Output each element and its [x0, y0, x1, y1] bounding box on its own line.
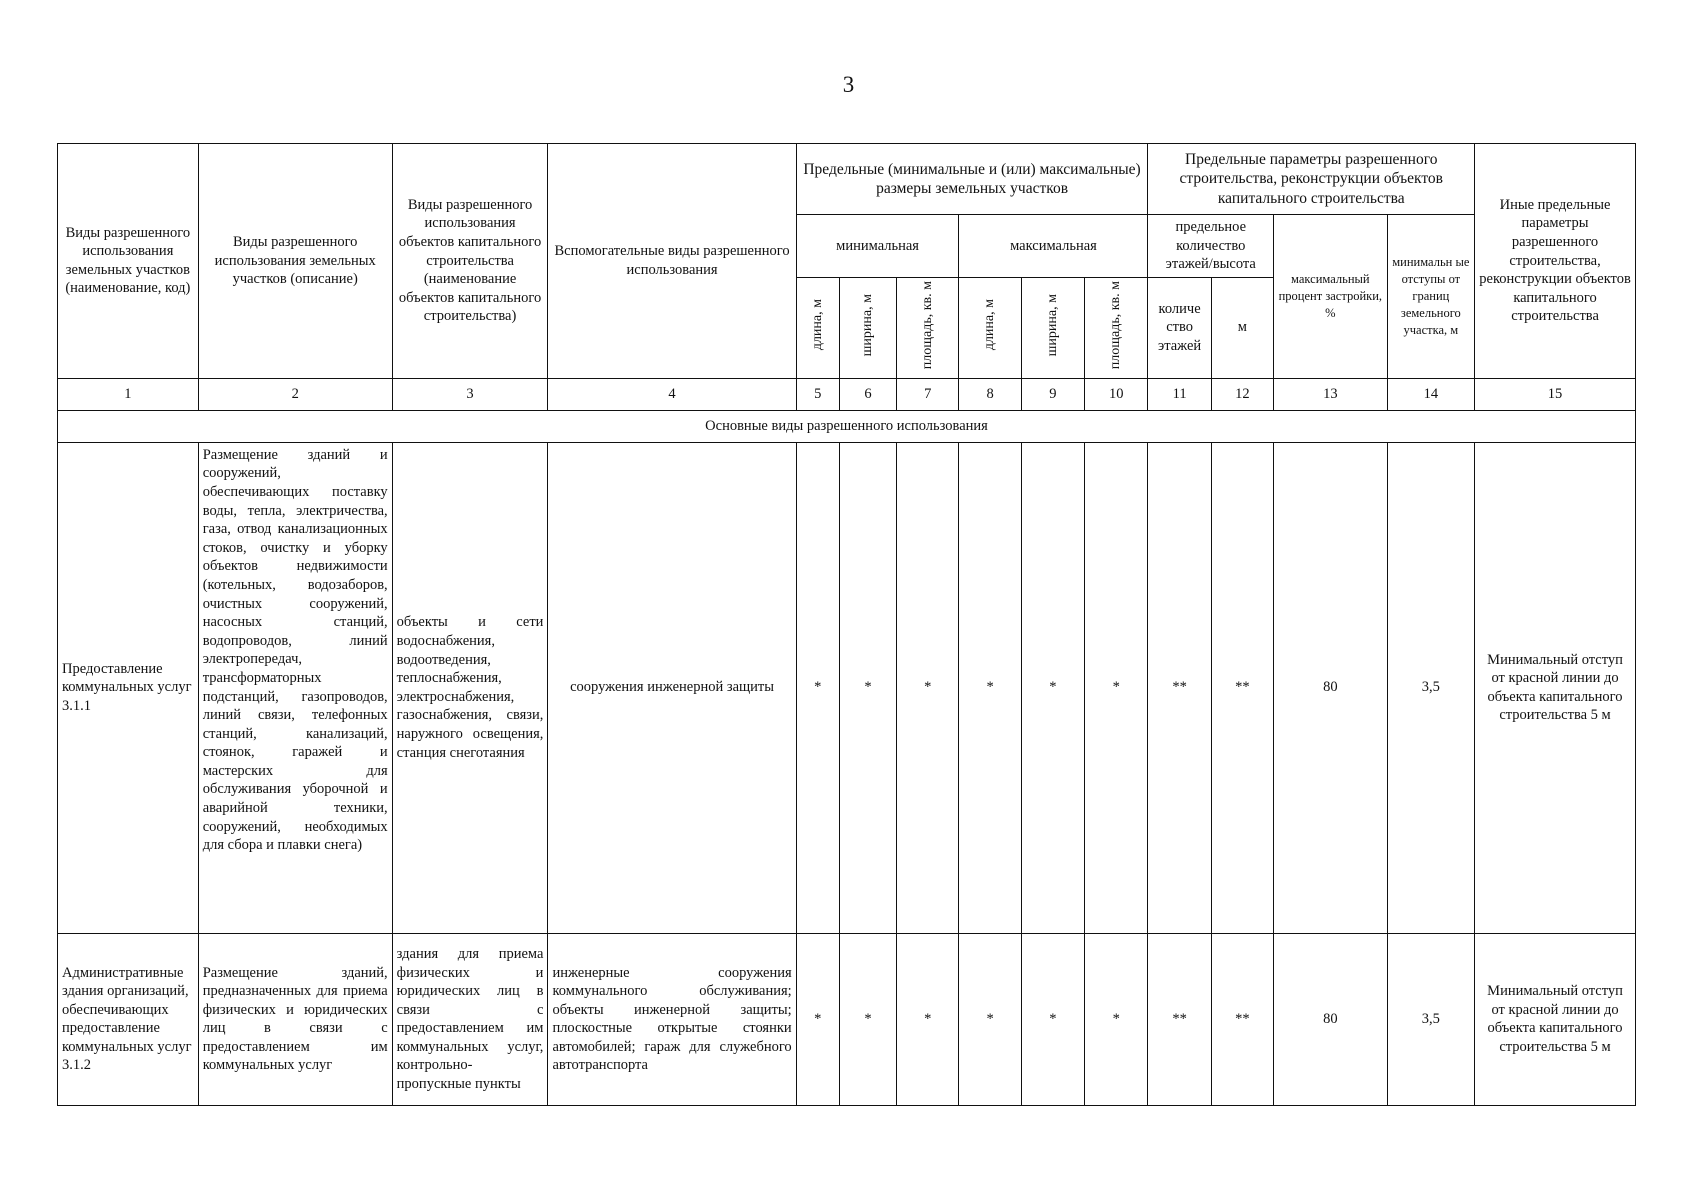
header-min-width: [839, 277, 896, 378]
column-number: 7: [897, 378, 959, 410]
header-min-setback: минимальн ые отступы от границ земельного участка, м: [1387, 215, 1474, 379]
header-max-width: [1021, 277, 1084, 378]
max-length-value: *: [959, 442, 1021, 933]
column-numbers-row: [58, 378, 1636, 410]
column-number: 12: [1211, 378, 1273, 410]
height-value: **: [1211, 933, 1273, 1105]
header-other-parameters: Иные предельные параметры разрешенного строительства, реконструкции объектов капитального строительства: [1475, 144, 1636, 379]
table-row: [58, 933, 1636, 1105]
min-area-value: *: [897, 442, 959, 933]
header-max-area: [1085, 277, 1148, 378]
column-number: 14: [1387, 378, 1474, 410]
column-number: 9: [1021, 378, 1084, 410]
header-max-length: [959, 277, 1021, 378]
construction-objects: объекты и сети водоснабжения, водоотведения, теплоснабжения, электроснабжения, газоснабжения, связи, наружного освещения, станция снеготаяния: [392, 442, 548, 933]
column-number: 11: [1148, 378, 1211, 410]
min-setback-value: 3,5: [1387, 442, 1474, 933]
page-number: 3: [842, 72, 855, 97]
header-floors-count: количе ство этажей: [1148, 277, 1211, 378]
construction-objects: здания для приема физических и юридических лиц в связи с предоставлением им коммунальных услуг, контрольно-пропускные пункты: [392, 933, 548, 1105]
header-land-use-type-name: Виды разрешенного использования земельных участков (наименование, код): [58, 144, 199, 379]
max-width-value: *: [1021, 933, 1084, 1105]
min-width-value: *: [839, 933, 896, 1105]
header-auxiliary-use-types: Вспомогательные виды разрешенного использования: [548, 144, 796, 379]
use-type-description: Размещение зданий, предназначенных для приема физических и юридических лиц в связи с предоставлением им коммунальных услуг: [198, 933, 392, 1105]
header-max-building-percent: максимальный процент застройки, %: [1274, 215, 1388, 379]
min-length-value: *: [796, 442, 839, 933]
header-plot-size-limits: Предельные (минимальные и (или) максимальные) размеры земельных участков: [796, 144, 1148, 215]
column-number: 8: [959, 378, 1021, 410]
auxiliary-uses: инженерные сооружения коммунального обслуживания; объекты инженерной защиты; плоскостные открытые стоянки автомобилей; гараж для служебного автотранспорта: [548, 933, 796, 1105]
column-number: 2: [198, 378, 392, 410]
use-type-name: Предоставление коммунальных услуг 3.1.1: [58, 442, 199, 933]
header-maximal: максимальная: [959, 215, 1148, 278]
column-number: 6: [839, 378, 896, 410]
auxiliary-uses: сооружения инженерной защиты: [548, 442, 796, 933]
other-parameters-value: Минимальный отступ от красной линии до объекта капитального строительства 5 м: [1475, 442, 1636, 933]
height-value: **: [1211, 442, 1273, 933]
max-building-percent-value: 80: [1274, 442, 1388, 933]
column-number: 15: [1475, 378, 1636, 410]
column-number: 13: [1274, 378, 1388, 410]
header-construction-use-type: Виды разрешенного использования объектов капитального строительства (наименование объектов капитального строительства): [392, 144, 548, 379]
max-width-value: *: [1021, 442, 1084, 933]
header-minimal: минимальная: [796, 215, 959, 278]
header-min-width-label: ширина, м: [860, 293, 876, 357]
header-max-width-label: ширина, м: [1044, 293, 1060, 357]
header-max-area-label: площадь, кв. м: [1108, 280, 1124, 370]
header-min-length-label: длина, м: [809, 299, 825, 351]
floors-count-value: **: [1148, 933, 1211, 1105]
min-width-value: *: [839, 442, 896, 933]
max-area-value: *: [1085, 442, 1148, 933]
header-min-area: [897, 277, 959, 378]
min-setback-value: 3,5: [1387, 933, 1474, 1105]
max-length-value: *: [959, 933, 1021, 1105]
max-building-percent-value: 80: [1274, 933, 1388, 1105]
header-min-area-label: площадь, кв. м: [919, 280, 935, 370]
header-floors-height: предельное количество этажей/высота: [1148, 215, 1274, 278]
header-min-length: [796, 277, 839, 378]
column-number: 1: [58, 378, 199, 410]
header-construction-parameters: Предельные параметры разрешенного строительства, реконструкции объектов капитального строительства: [1148, 144, 1475, 215]
min-area-value: *: [897, 933, 959, 1105]
floors-count-value: **: [1148, 442, 1211, 933]
other-parameters-value: Минимальный отступ от красной линии до объекта капитального строительства 5 м: [1475, 933, 1636, 1105]
max-area-value: *: [1085, 933, 1148, 1105]
header-max-length-label: длина, м: [982, 299, 998, 351]
land-use-regulations-table: [57, 143, 1636, 1106]
column-number: 4: [548, 378, 796, 410]
table-row: [58, 442, 1636, 933]
use-type-description: Размещение зданий и сооружений, обеспечивающих поставку воды, тепла, электричества, газа, отвод канализационных стоков, очистку и уборку объектов недвижимости (котельных, водозаборов, очистных сооружений, насосных станций, водопроводов, линий электропередач, трансформаторных подстанций, газопроводов, линий связи, телефонных станций, канализаций, стоянок, гаражей и мастерских для обслуживания уборочной и аварийной техники, сооружений, необходимых для сбора и плавки снега): [198, 442, 392, 933]
header-height-meters: м: [1211, 277, 1273, 378]
section-title: Основные виды разрешенного использования: [58, 410, 1636, 442]
column-number: 3: [392, 378, 548, 410]
column-number: 5: [796, 378, 839, 410]
min-length-value: *: [796, 933, 839, 1105]
header-land-use-type-description: Виды разрешенного использования земельных участков (описание): [198, 144, 392, 379]
use-type-name: Административные здания организаций, обеспечивающих предоставление коммунальных услуг 3.1.2: [58, 933, 199, 1105]
column-number: 10: [1085, 378, 1148, 410]
